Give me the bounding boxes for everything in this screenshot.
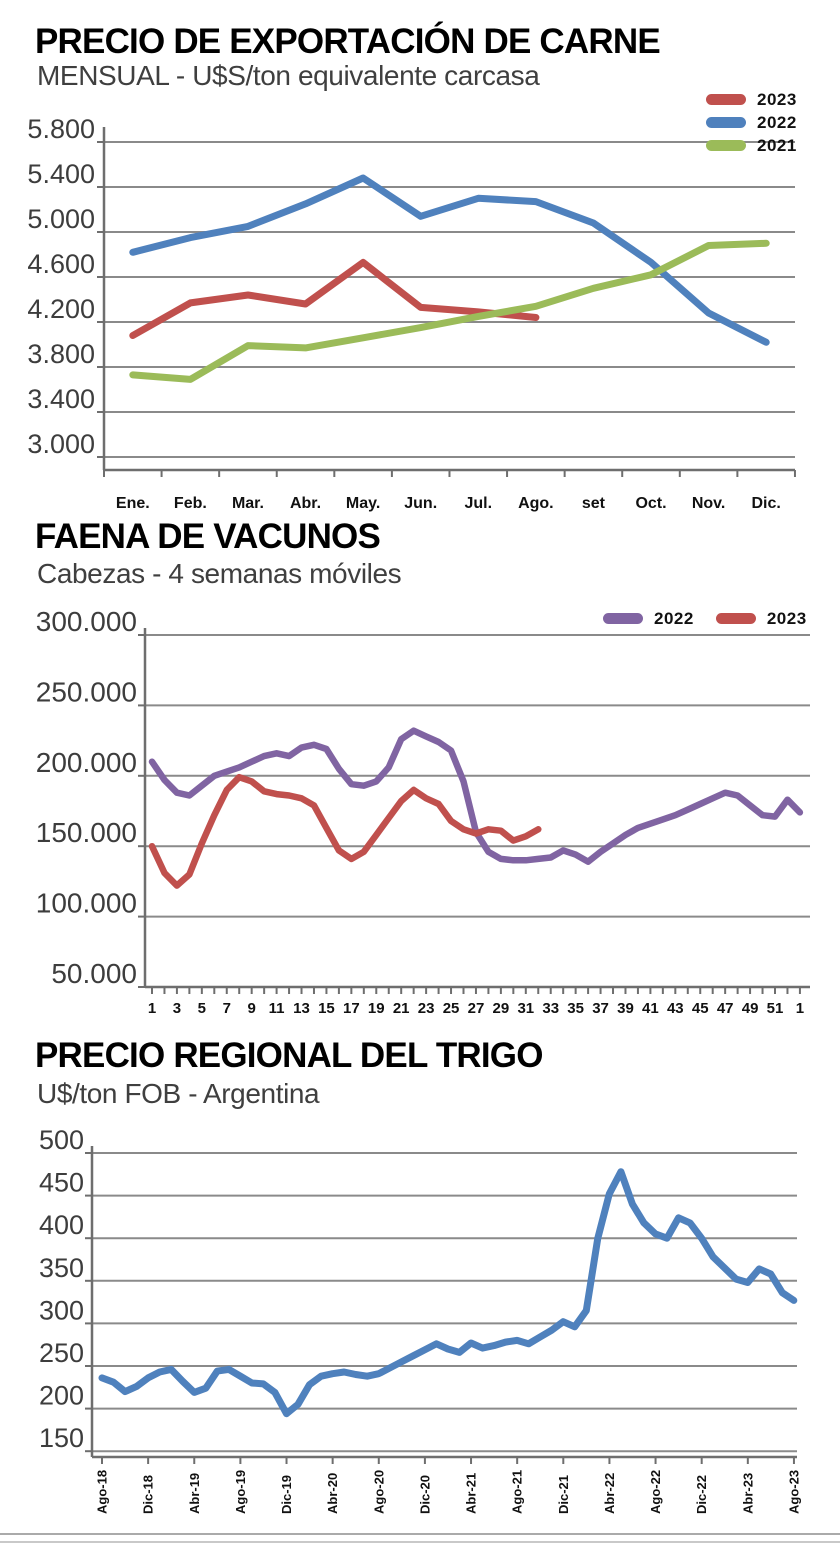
svg-text:200: 200 xyxy=(38,1380,84,1411)
svg-text:13: 13 xyxy=(293,1000,310,1017)
svg-text:19: 19 xyxy=(367,1000,385,1017)
svg-text:Ago-22: Ago-22 xyxy=(648,1469,664,1514)
svg-text:51: 51 xyxy=(766,1000,784,1017)
legend-swatch-2023 xyxy=(706,94,746,105)
svg-text:Ago-18: Ago-18 xyxy=(94,1469,110,1514)
svg-text:47: 47 xyxy=(716,1000,734,1017)
svg-text:Jun.: Jun. xyxy=(404,495,438,512)
footer-divider-top xyxy=(0,1533,840,1535)
svg-text:300.000: 300.000 xyxy=(35,606,137,637)
trigo-chart-title: PRECIO REGIONAL DEL TRIGO xyxy=(35,1036,543,1075)
svg-text:Abr-20: Abr-20 xyxy=(325,1472,341,1514)
svg-text:Jul.: Jul. xyxy=(464,495,493,512)
svg-text:Abr-21: Abr-21 xyxy=(463,1472,479,1514)
legend-swatch-2021 xyxy=(706,140,746,151)
svg-text:150.000: 150.000 xyxy=(35,817,137,849)
svg-text:May.: May. xyxy=(345,495,381,512)
faena-chart-title: FAENA DE VACUNOS xyxy=(35,517,381,556)
carne-chart-subtitle: MENSUAL - U$S/ton equivalente carcasa xyxy=(37,60,540,91)
legend-swatch-2022 xyxy=(603,613,643,624)
svg-text:17: 17 xyxy=(343,1000,360,1017)
faena-chart-subtitle: Cabezas - 4 semanas móviles xyxy=(37,558,402,589)
svg-text:Mar.: Mar. xyxy=(231,495,264,512)
svg-text:set: set xyxy=(581,495,606,512)
svg-text:Ago-21: Ago-21 xyxy=(509,1469,525,1514)
trigo-chart-subtitle: U$/ton FOB - Argentina xyxy=(37,1078,320,1109)
y-axis-labels xyxy=(27,114,95,459)
svg-text:27: 27 xyxy=(467,1000,485,1017)
faena-chart-svg xyxy=(0,600,840,1030)
faena-chart-legend xyxy=(603,608,807,628)
series-trigo-fob-argentina-line xyxy=(102,1172,794,1414)
svg-text:7: 7 xyxy=(222,1000,231,1017)
legend-label: 2022 xyxy=(757,113,797,132)
svg-text:Dic-20: Dic-20 xyxy=(417,1474,433,1514)
svg-text:25: 25 xyxy=(442,1000,460,1017)
axes xyxy=(92,1146,797,1464)
svg-text:29: 29 xyxy=(492,1000,510,1017)
svg-text:45: 45 xyxy=(691,1000,709,1017)
svg-text:350: 350 xyxy=(38,1252,84,1283)
svg-text:400: 400 xyxy=(38,1210,84,1241)
legend-swatch-2023 xyxy=(716,613,756,624)
footer-divider-bottom xyxy=(0,1541,840,1543)
svg-text:200.000: 200.000 xyxy=(35,746,137,778)
svg-text:43: 43 xyxy=(666,1000,684,1017)
svg-text:37: 37 xyxy=(592,1000,609,1017)
svg-text:Dic-18: Dic-18 xyxy=(140,1474,156,1514)
svg-text:49: 49 xyxy=(741,1000,759,1017)
svg-text:300: 300 xyxy=(38,1295,84,1326)
svg-text:Dic-22: Dic-22 xyxy=(694,1474,710,1514)
svg-text:100.000: 100.000 xyxy=(35,887,137,919)
svg-text:4.600: 4.600 xyxy=(27,249,95,279)
svg-text:21: 21 xyxy=(392,1000,410,1017)
svg-text:35: 35 xyxy=(567,1000,584,1017)
svg-text:4.200: 4.200 xyxy=(27,294,95,324)
svg-text:3.000: 3.000 xyxy=(27,429,95,459)
svg-text:Ago-23: Ago-23 xyxy=(786,1469,802,1514)
gridlines xyxy=(85,1153,797,1451)
svg-text:Ago-20: Ago-20 xyxy=(371,1469,387,1514)
svg-text:Ago-19: Ago-19 xyxy=(232,1469,248,1514)
svg-text:9: 9 xyxy=(247,1000,256,1017)
y-axis-labels xyxy=(36,606,137,989)
x-axis-labels xyxy=(116,495,781,512)
svg-text:15: 15 xyxy=(318,1000,335,1017)
legend-item-2021 xyxy=(706,136,797,155)
carne-chart-legend xyxy=(706,90,797,155)
svg-text:50.000: 50.000 xyxy=(51,958,137,989)
legend-swatch-2022 xyxy=(706,117,746,128)
svg-text:5.400: 5.400 xyxy=(27,159,95,189)
svg-text:Abr.: Abr. xyxy=(289,495,322,512)
svg-text:500: 500 xyxy=(38,1125,84,1155)
legend-item-2022 xyxy=(706,113,797,132)
svg-text:41: 41 xyxy=(642,1000,659,1017)
svg-text:33: 33 xyxy=(542,1000,560,1017)
y-axis-labels xyxy=(39,1125,84,1453)
legend-label: 2021 xyxy=(757,136,797,155)
axes xyxy=(145,628,810,994)
svg-text:1: 1 xyxy=(147,1000,157,1017)
svg-text:3.800: 3.800 xyxy=(27,339,95,369)
svg-text:450: 450 xyxy=(38,1167,84,1198)
svg-text:Oct.: Oct. xyxy=(635,495,667,512)
svg-text:11: 11 xyxy=(268,1000,285,1017)
svg-text:250: 250 xyxy=(38,1338,84,1368)
x-axis-labels xyxy=(148,1000,804,1017)
svg-text:3.400: 3.400 xyxy=(27,384,95,414)
svg-text:Dic-19: Dic-19 xyxy=(279,1474,295,1514)
carne-chart-title: PRECIO DE EXPORTACIÓN DE CARNE xyxy=(35,22,660,61)
svg-text:250.000: 250.000 xyxy=(35,676,137,708)
trigo-chart-svg xyxy=(0,1125,840,1525)
svg-text:5: 5 xyxy=(197,1000,207,1017)
carne-chart-svg xyxy=(0,85,840,525)
svg-text:5.800: 5.800 xyxy=(27,114,95,144)
series-2022-line xyxy=(152,731,800,862)
svg-text:Dic-21: Dic-21 xyxy=(555,1474,571,1514)
svg-text:Ago.: Ago. xyxy=(518,495,554,512)
svg-text:Nov.: Nov. xyxy=(691,495,726,512)
series-2022-line xyxy=(133,178,766,342)
svg-text:31: 31 xyxy=(517,1000,535,1017)
svg-text:Abr-23: Abr-23 xyxy=(740,1472,756,1514)
legend-label: 2023 xyxy=(757,90,797,109)
series-2023-line xyxy=(152,777,538,885)
svg-text:Abr-22: Abr-22 xyxy=(601,1472,617,1514)
svg-text:3: 3 xyxy=(172,1000,182,1017)
series-2023-line xyxy=(133,262,536,335)
svg-text:Feb.: Feb. xyxy=(173,495,207,512)
legend-label: 2023 xyxy=(766,608,807,628)
svg-text:Ene.: Ene. xyxy=(115,495,150,512)
svg-text:39: 39 xyxy=(617,1000,634,1017)
legend-item-2023 xyxy=(706,90,797,109)
x-axis-labels xyxy=(95,1470,802,1514)
svg-text:Abr-19: Abr-19 xyxy=(186,1472,202,1514)
svg-text:Dic.: Dic. xyxy=(751,495,781,512)
svg-text:5.000: 5.000 xyxy=(27,204,95,234)
svg-text:1: 1 xyxy=(795,1000,805,1017)
svg-text:150: 150 xyxy=(38,1423,84,1454)
legend-label: 2022 xyxy=(654,608,694,628)
svg-text:23: 23 xyxy=(417,1000,435,1017)
